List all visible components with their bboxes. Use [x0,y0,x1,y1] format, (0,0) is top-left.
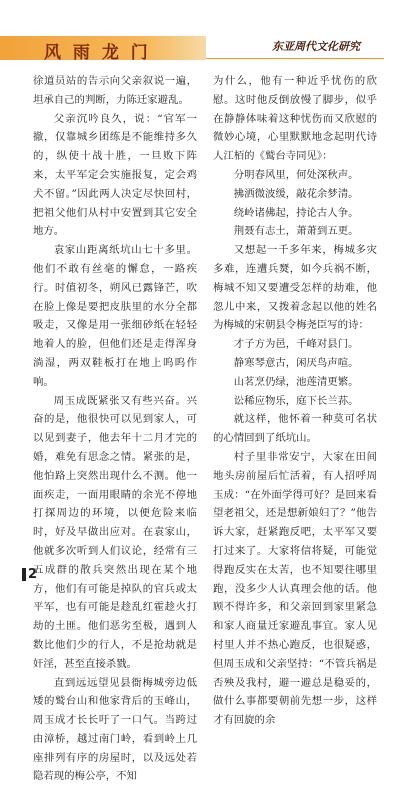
poem-line: 才子方为邑，千峰对县门。 [213,335,377,354]
paragraph: 袁家山距离纸坑山七十多里。他们不敢有丝毫的懈怠，一路疾行。时值初冬，朔风已露锋芒，吹在脸上像是要把皮肤里的水分全都吸走，又像是用一张细砂纸在轻轻地着人的脸，但他们还是走得浑身淌湿，两双鞋板打在地上呜呜作响。 [33,241,197,391]
paragraph: 徐道员站的告示向父亲叙说一遍，坦承自己的判断，力陈迁家避乱。 [33,72,197,110]
poem-line: 绕岭诸佛起，持论古人争。 [213,204,377,223]
paragraph: 村子里非常安宁，大家在田间地头房前屋后忙活着，有人招呼周玉成：“在外面学得可好？是回来看望老祖父，还是想新娘妇了？”他告诉大家，赶紧跑反吧，太平军又要打过来了。大家将信将疑，可能觉得跑反实在太苦，也不知要往哪里跑，没多少人认真理会他的话。他顾不得许多，和父亲回到家里紧急和家人商量迁家避乱事宜。家人见村里人并不热心跑反，也很疑惑，但周玉成和父亲坚持：“不管兵祸是否殃及我村，避一避总是稳妥的，做什么事都要朝前先想一步，这样才有回旋的余 [213,448,377,730]
paragraph: 又想起一千多年来，梅城多灾多难，连遭兵燹，如今兵祸不断，梅城不知又要遭受怎样的劫难，他忽儿中来，又拨着念起以他的姓名为梅城的宋朝县令梅尧臣写的诗： [213,241,377,335]
poem-line: 讼稀应物乐，庭下长兰荪。 [213,392,377,411]
paragraph: 为什么，他有一种近乎忧伤的欣慰。这时他反倒放慢了脚步，似乎在静静体味着这种忧伤而又欣慰的微妙心境，心里默默地念起明代诗人江栢的《鹫台寺同见》： [213,72,377,166]
section-title: 风 雨 龙 门 [44,38,151,63]
header-rule [206,58,384,59]
left-column [33,72,197,786]
paragraph: 就这样，他怀着一种莫可名状的心情回到了纸坑山。 [213,410,377,448]
poem-line: 分明春风里，何处深秋声。 [213,166,377,185]
paragraph: 父亲沉吟良久，说：“官军一撤，仅靠城乡团练是不能维持多久的，纵使十战十胜，一旦败下阵来，太平军定会实施报复，定会鸡犬不留。”因此两人决定尽快回村，把祖父他们从村中安置到其它安全地方。 [33,110,197,242]
poem-line: 荆聂有志土，萧萧到五更。 [213,222,377,241]
poem-line: 静寒琴意古，闲厌鸟声喧。 [213,354,377,373]
right-column [213,72,377,730]
paragraph: 周玉成既紧张又有些兴奋。兴奋的是，他很快可以见到家人，可以见到妻子，他去年十二月才完的婚，难免有思念之情。紧张的是，他怕路上突然出现什么不测。他一面疾走，一面用眼睛的余光不停地打探周边的环境，以便危险来临时，好及早做出应对。在袁家山，他就多次听到人们议论，经常有三五成群的散兵突然出现在某个地方，他们有可能是掉队的官兵或太平军，也有可能是趁乱红霍趁火打劫的土匪。他们恶劣至极，遇到人数比他们少的行人，不是抢劫就是奸淫，甚至直接杀戮。 [33,392,197,674]
paragraph: 直到远远望见县衙梅城旁边低矮的鹫台山和他家背后的玉峰山，周玉成才长长吁了一口气。当跨过由漳桥，越过南门岭，看到岭上几座排列有序的房屋时，以及远处若隐若现的梅公亭，不知 [33,674,197,786]
poem-line: 拂洒微波缓，敲花余梦清。 [213,185,377,204]
page-number-marker [22,568,26,581]
poem-line: 山茗烹仍绿，池莲清更繁。 [213,373,377,392]
page-number: 2 [28,567,37,582]
publication-title: 东亚周代文化研究 [272,38,360,54]
